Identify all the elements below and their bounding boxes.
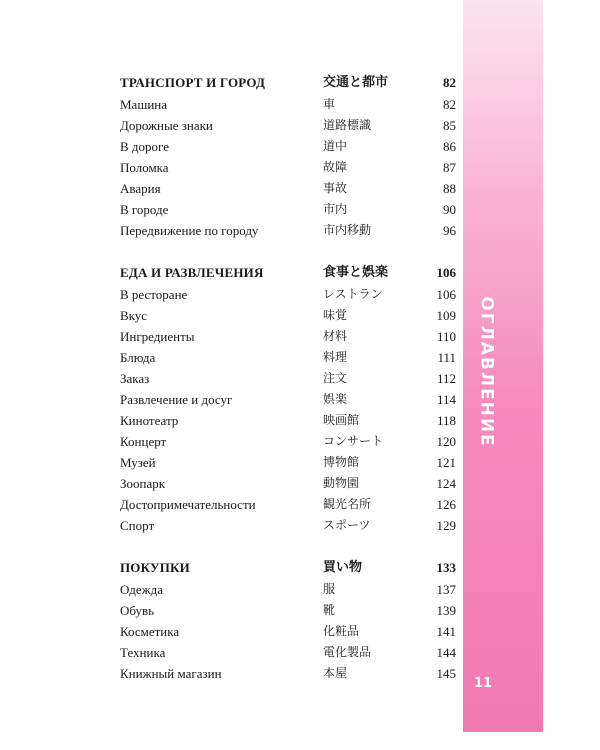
entry-title-ru: Спорт bbox=[120, 518, 155, 533]
section-title-ru: ТРАНСПОРТ И ГОРОД bbox=[120, 75, 266, 90]
entry-title-jp: 観光名所 bbox=[323, 497, 372, 511]
entry-title-ru: Дорожные знаки bbox=[120, 118, 213, 133]
entry-title-ru: В дороге bbox=[120, 139, 169, 154]
toc-entry[interactable] bbox=[120, 410, 456, 431]
toc-entry[interactable] bbox=[120, 600, 456, 621]
entry-title-jp: 事故 bbox=[323, 181, 348, 195]
section-title-jp: 交通と都市 bbox=[323, 75, 389, 90]
entry-page: 120 bbox=[436, 434, 456, 449]
entry-page: 112 bbox=[436, 371, 456, 386]
entry-page: 121 bbox=[436, 455, 456, 470]
section-heading[interactable] bbox=[120, 557, 456, 579]
toc-entry[interactable] bbox=[120, 473, 456, 494]
section-page: 106 bbox=[436, 265, 456, 280]
entry-title-ru: Кинотеатр bbox=[120, 413, 179, 428]
entry-title-jp: スポーツ bbox=[323, 518, 371, 532]
entry-page: 88 bbox=[443, 181, 456, 196]
entry-page: 110 bbox=[436, 329, 456, 344]
entry-title-ru: Передвижение по городу bbox=[120, 223, 259, 238]
entry-title-jp: 電化製品 bbox=[323, 645, 372, 659]
entry-title-jp: 故障 bbox=[323, 160, 348, 174]
toc-entry[interactable] bbox=[120, 115, 456, 136]
entry-title-ru: В ресторане bbox=[120, 287, 188, 302]
toc-entry[interactable] bbox=[120, 389, 456, 410]
section-title-jp: 買い物 bbox=[323, 560, 363, 575]
entry-page: 126 bbox=[436, 497, 456, 512]
toc-entry[interactable] bbox=[120, 136, 456, 157]
entry-page: 139 bbox=[436, 603, 456, 618]
entry-page: 82 bbox=[443, 97, 456, 112]
entry-title-jp: 注文 bbox=[323, 371, 348, 385]
entry-title-ru: Концерт bbox=[120, 434, 167, 449]
toc-section-shopping bbox=[120, 557, 456, 684]
entry-title-jp: 化粧品 bbox=[323, 624, 360, 638]
entry-page: 109 bbox=[436, 308, 456, 323]
entry-title-jp: 動物園 bbox=[323, 476, 360, 490]
entry-title-jp: レストラン bbox=[323, 287, 383, 301]
toc-entry[interactable] bbox=[120, 347, 456, 368]
entry-page: 90 bbox=[443, 202, 456, 217]
page-number: 11 bbox=[473, 676, 493, 691]
entry-title-ru: Зоопарк bbox=[120, 476, 166, 491]
section-page: 133 bbox=[436, 560, 456, 575]
section-page: 82 bbox=[443, 75, 456, 90]
entry-title-ru: Авария bbox=[120, 181, 161, 196]
entry-title-ru: Косметика bbox=[120, 624, 180, 639]
toc-entry[interactable] bbox=[120, 199, 456, 220]
toc-entry[interactable] bbox=[120, 94, 456, 115]
entry-title-jp: 博物館 bbox=[323, 455, 360, 469]
entry-page: 85 bbox=[443, 118, 456, 133]
entry-title-jp: 本屋 bbox=[323, 666, 348, 680]
toc-entry[interactable] bbox=[120, 431, 456, 452]
entry-page: 145 bbox=[436, 666, 456, 681]
entry-title-jp: 味覚 bbox=[323, 308, 348, 322]
toc-entry[interactable] bbox=[120, 368, 456, 389]
toc-entry[interactable] bbox=[120, 178, 456, 199]
entry-page: 86 bbox=[443, 139, 456, 154]
entry-title-jp: 車 bbox=[323, 97, 336, 111]
entry-page: 144 bbox=[436, 645, 456, 660]
entry-title-jp: コンサート bbox=[323, 434, 384, 448]
entry-title-jp: 服 bbox=[323, 582, 336, 596]
toc-entry[interactable] bbox=[120, 621, 456, 642]
entry-title-ru: Вкус bbox=[120, 308, 148, 323]
entry-title-jp: 市内移動 bbox=[323, 223, 372, 237]
section-title-ru: ЕДА И РАЗВЛЕЧЕНИЯ bbox=[120, 265, 264, 280]
entry-title-ru: Машина bbox=[120, 97, 168, 112]
entry-page: 96 bbox=[443, 223, 456, 238]
table-of-contents bbox=[120, 72, 456, 684]
entry-page: 137 bbox=[436, 582, 456, 597]
entry-title-ru: Развлечение и досуг bbox=[120, 392, 233, 407]
entry-page: 129 bbox=[436, 518, 456, 533]
entry-title-ru: Книжный магазин bbox=[120, 666, 222, 681]
side-title bbox=[470, 297, 504, 447]
entry-title-jp: 材料 bbox=[323, 329, 348, 343]
entry-title-jp: 映画館 bbox=[323, 413, 360, 427]
entry-title-jp: 料理 bbox=[323, 350, 348, 364]
toc-section-food bbox=[120, 262, 456, 536]
toc-entry[interactable] bbox=[120, 157, 456, 178]
toc-entry[interactable] bbox=[120, 515, 456, 536]
section-heading[interactable] bbox=[120, 262, 456, 284]
entry-title-ru: Блюда bbox=[120, 350, 156, 365]
side-title-text: ОГЛАВЛЕНИЕ bbox=[477, 296, 498, 448]
entry-page: 124 bbox=[436, 476, 456, 491]
entry-title-ru: Обувь bbox=[120, 603, 155, 618]
entry-title-ru: Ингредиенты bbox=[120, 329, 195, 344]
toc-entry[interactable] bbox=[120, 579, 456, 600]
section-heading[interactable] bbox=[120, 72, 456, 94]
entry-title-jp: 道中 bbox=[323, 139, 348, 153]
entry-title-ru: Одежда bbox=[120, 582, 163, 597]
entry-title-jp: 道路標識 bbox=[323, 118, 372, 132]
entry-title-ru: Музей bbox=[120, 455, 156, 470]
entry-title-ru: Заказ bbox=[120, 371, 150, 386]
entry-title-ru: В городе bbox=[120, 202, 169, 217]
entry-page: 118 bbox=[436, 413, 456, 428]
entry-page: 141 bbox=[436, 624, 456, 639]
entry-title-jp: 市内 bbox=[323, 202, 348, 216]
section-title-ru: ПОКУПКИ bbox=[120, 560, 190, 575]
toc-entry[interactable] bbox=[120, 642, 456, 663]
toc-entry[interactable] bbox=[120, 305, 456, 326]
entry-page: 106 bbox=[436, 287, 456, 302]
entry-title-ru: Техника bbox=[120, 645, 166, 660]
entry-title-ru: Поломка bbox=[120, 160, 169, 175]
entry-title-jp: 靴 bbox=[323, 603, 336, 617]
entry-page: 111 bbox=[437, 350, 456, 365]
section-title-jp: 食事と娯楽 bbox=[323, 265, 389, 280]
toc-entry[interactable] bbox=[120, 220, 456, 241]
toc-entry[interactable] bbox=[120, 452, 456, 473]
entry-title-jp: 娯楽 bbox=[323, 392, 348, 406]
entry-title-ru: Достопримечательности bbox=[120, 497, 256, 512]
toc-entry[interactable] bbox=[120, 326, 456, 347]
entry-page: 114 bbox=[436, 392, 456, 407]
toc-section-transport bbox=[120, 72, 456, 241]
entry-page: 87 bbox=[443, 160, 456, 175]
toc-entry[interactable] bbox=[120, 663, 456, 684]
toc-entry[interactable] bbox=[120, 284, 456, 305]
toc-entry[interactable] bbox=[120, 494, 456, 515]
